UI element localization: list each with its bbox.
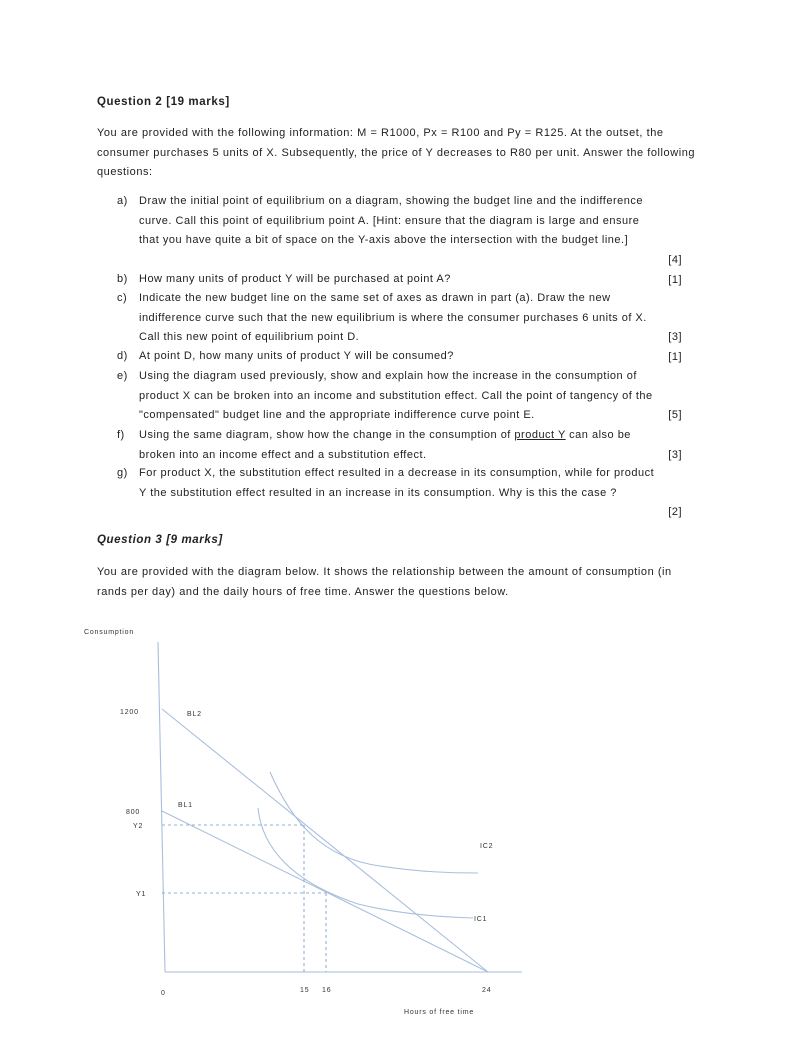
ic2-label: IC2 — [480, 843, 494, 850]
x-tick-24: 24 — [482, 987, 492, 994]
y-axis — [158, 642, 165, 972]
bl1-label: BL1 — [178, 802, 193, 809]
item-marks: [2] — [668, 505, 682, 518]
item-label: e) — [117, 370, 128, 382]
bl2-label: BL2 — [187, 711, 202, 718]
y-tick-1200: 1200 — [120, 709, 139, 716]
item-text: Using the same diagram, show how the change in the consumption of product Y can also be broken into an income effect and a substitution effect. — [139, 429, 631, 461]
item-text: Draw the initial point of equilibrium on a diagram, showing the budget line and the indifference curve. Call this point of equilibrium point A. [Hint: ensure that the diagram is large and ensure that you have quite a bit of space on the Y-axis above the intersection with the budget line.] — [139, 195, 643, 246]
x-tick-15: 15 — [300, 987, 310, 994]
item-marks: [1] — [668, 350, 682, 363]
ic1-label: IC1 — [474, 916, 488, 923]
item-text: Using the diagram used previously, show and explain how the increase in the consumption of product X can be broken into an income and substitution effect. Call the point of tangency of the "compensated" budget line and the appropriate indifference curve point E. — [139, 370, 653, 421]
y-tick-800: 800 — [126, 809, 141, 816]
item-marks: [3] — [668, 330, 682, 343]
bl2-line — [162, 709, 488, 972]
y-tick-y1: Y1 — [136, 891, 147, 898]
question-3-title: Question 3 [9 marks] — [97, 534, 223, 546]
y-tick-y2: Y2 — [133, 823, 144, 830]
item-text: How many units of product Y will be purchased at point A? — [139, 273, 451, 285]
item-text: Indicate the new budget line on the same set of axes as drawn in part (a). Draw the new indifference curve such that the new equilibrium is where the consumer purchases 6 units of X. Call this new point of equilibrium point D. — [139, 292, 647, 343]
item-label: d) — [117, 350, 128, 362]
item-label: f) — [117, 429, 125, 441]
question-2-title: Question 2 [19 marks] — [97, 96, 230, 108]
ic2-curve — [270, 772, 478, 873]
bl1-line — [162, 811, 488, 972]
item-label: g) — [117, 467, 128, 479]
y-axis-label: Consumption — [84, 629, 135, 636]
underlined-phrase: product Y — [514, 429, 566, 441]
item-marks: [3] — [668, 448, 682, 461]
item-text: At point D, how many units of product Y will be consumed? — [139, 350, 454, 362]
item-marks: [5] — [668, 408, 682, 421]
item-label: b) — [117, 273, 128, 285]
item-label: a) — [117, 195, 128, 207]
item-label: c) — [117, 292, 128, 304]
x-tick-16: 16 — [322, 987, 332, 994]
item-marks: [1] — [668, 273, 682, 286]
item-marks: [4] — [668, 253, 682, 266]
question-3-intro: You are provided with the diagram below. It shows the relationship between the amount of consumption (in rands per day) and the daily hours of free time. Answer the questions below. — [97, 566, 672, 598]
x-tick-0: 0 — [161, 990, 166, 997]
x-axis-label: Hours of free time — [404, 1009, 475, 1016]
item-text: For product X, the substitution effect resulted in a decrease in its consumption, while for product Y the substitution effect resulted in an increase in its consumption. Why is this the case ? — [139, 467, 655, 499]
question-2-intro: You are provided with the following information: M = R1000, Px = R100 and Py = R125. At the outset, the consumer purchases 5 units of X. Subsequently, the price of Y decreases to R80 per unit. Answer the following questions: — [97, 127, 696, 178]
